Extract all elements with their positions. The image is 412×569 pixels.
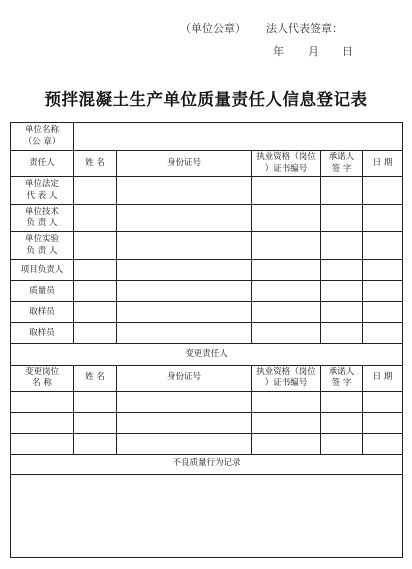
registration-table <box>10 122 403 558</box>
certificate-cell[interactable] <box>252 323 321 344</box>
table-row <box>11 205 403 232</box>
change-section-title: 变更责任人 <box>11 344 403 365</box>
role-project-lead: 项目负责人 <box>11 260 74 281</box>
name-cell[interactable] <box>74 433 117 454</box>
table-row <box>11 232 403 260</box>
signature-cell[interactable] <box>321 391 363 412</box>
signature-cell[interactable] <box>321 232 363 260</box>
name-cell[interactable] <box>74 302 117 323</box>
change-table-row <box>11 391 403 412</box>
signature-label: 法人代表签章： <box>266 22 343 35</box>
col-header-role: 责任人 <box>11 151 74 177</box>
col-header-signature: 承诺人 签 字 <box>321 151 363 177</box>
signature-cell[interactable] <box>321 260 363 281</box>
date-cell[interactable] <box>363 433 403 454</box>
col-header-changed-post: 变更岗位 名 称 <box>11 365 74 391</box>
signature-cell[interactable] <box>321 302 363 323</box>
name-cell[interactable] <box>74 412 117 433</box>
col-header-name: 姓 名 <box>74 365 117 391</box>
name-cell[interactable] <box>74 205 117 232</box>
col-header-certificate: 执业资格（岗位 ）证书编号 <box>252 151 321 177</box>
date-cell[interactable] <box>363 391 403 412</box>
col-header-id-number: 身份证号 <box>117 365 252 391</box>
change-table-row <box>11 433 403 454</box>
certificate-cell[interactable] <box>252 177 321 205</box>
role-quality-inspector: 质量员 <box>11 281 74 302</box>
seal-label: （单位公章） <box>180 22 246 35</box>
role-sampler: 取样员 <box>11 323 74 344</box>
col-header-signature: 承诺人 签 字 <box>321 365 363 391</box>
signature-cell[interactable] <box>321 205 363 232</box>
name-cell[interactable] <box>74 391 117 412</box>
form-title: 预拌混凝土生产单位质量责任人信息登记表 <box>44 90 368 109</box>
header-row <box>11 151 403 177</box>
change-section-title-row <box>11 344 403 365</box>
date-cell[interactable] <box>363 205 403 232</box>
id-number-cell[interactable] <box>117 412 252 433</box>
date-cell[interactable] <box>363 412 403 433</box>
name-cell[interactable] <box>74 281 117 302</box>
col-header-certificate: 执业资格（岗位 ）证书编号 <box>252 365 321 391</box>
certificate-cell[interactable] <box>252 391 321 412</box>
date-cell[interactable] <box>363 302 403 323</box>
table-row <box>11 260 403 281</box>
id-number-cell[interactable] <box>117 177 252 205</box>
id-number-cell[interactable] <box>117 302 252 323</box>
date-cell[interactable] <box>363 281 403 302</box>
date-cell[interactable] <box>363 177 403 205</box>
id-number-cell[interactable] <box>117 260 252 281</box>
certificate-cell[interactable] <box>252 302 321 323</box>
col-header-name: 姓 名 <box>74 151 117 177</box>
bad-record-title-row <box>11 454 403 474</box>
table-row <box>11 177 403 205</box>
certificate-cell[interactable] <box>252 205 321 232</box>
col-header-id-number: 身份证号 <box>117 151 252 177</box>
unit-name-row <box>11 123 403 151</box>
date-cell[interactable] <box>363 323 403 344</box>
changed-post-cell[interactable] <box>11 391 74 412</box>
changed-post-cell[interactable] <box>11 412 74 433</box>
name-cell[interactable] <box>74 260 117 281</box>
role-sampler: 取样员 <box>11 302 74 323</box>
date-month-label: 月 <box>308 45 319 58</box>
date-cell[interactable] <box>363 260 403 281</box>
id-number-cell[interactable] <box>117 391 252 412</box>
name-cell[interactable] <box>74 323 117 344</box>
col-header-date: 日 期 <box>363 151 403 177</box>
table-row <box>11 281 403 302</box>
name-cell[interactable] <box>74 177 117 205</box>
date-cell[interactable] <box>363 232 403 260</box>
certificate-cell[interactable] <box>252 281 321 302</box>
role-lab-head: 单位实验 负 责 人 <box>11 232 74 260</box>
id-number-cell[interactable] <box>117 323 252 344</box>
unit-name-input-cell[interactable] <box>74 123 403 151</box>
certificate-cell[interactable] <box>252 433 321 454</box>
table-row <box>11 302 403 323</box>
id-number-cell[interactable] <box>117 281 252 302</box>
signature-cell[interactable] <box>321 281 363 302</box>
col-header-date: 日 期 <box>363 365 403 391</box>
date-day-label: 日 <box>342 45 353 58</box>
bad-record-input-area[interactable] <box>11 474 403 557</box>
certificate-cell[interactable] <box>252 260 321 281</box>
role-legal-rep: 单位法定 代 表 人 <box>11 177 74 205</box>
unit-name-label-cell <box>11 123 74 151</box>
change-header-row <box>11 365 403 391</box>
unit-name-label: 单位名称 <box>24 125 59 136</box>
name-cell[interactable] <box>74 232 117 260</box>
bad-record-row <box>11 474 403 557</box>
role-technical-head: 单位技术 负 责 人 <box>11 205 74 232</box>
changed-post-cell[interactable] <box>11 433 74 454</box>
signature-cell[interactable] <box>321 177 363 205</box>
date-year-label: 年 <box>273 45 284 58</box>
bad-record-title: 不良质量行为记录 <box>11 454 403 474</box>
id-number-cell[interactable] <box>117 205 252 232</box>
certificate-cell[interactable] <box>252 232 321 260</box>
unit-seal-label: （公 章） <box>23 136 61 147</box>
signature-cell[interactable] <box>321 433 363 454</box>
change-table-row <box>11 412 403 433</box>
table-row <box>11 323 403 344</box>
certificate-cell[interactable] <box>252 412 321 433</box>
id-number-cell[interactable] <box>117 232 252 260</box>
signature-cell[interactable] <box>321 323 363 344</box>
id-number-cell[interactable] <box>117 433 252 454</box>
signature-cell[interactable] <box>321 412 363 433</box>
